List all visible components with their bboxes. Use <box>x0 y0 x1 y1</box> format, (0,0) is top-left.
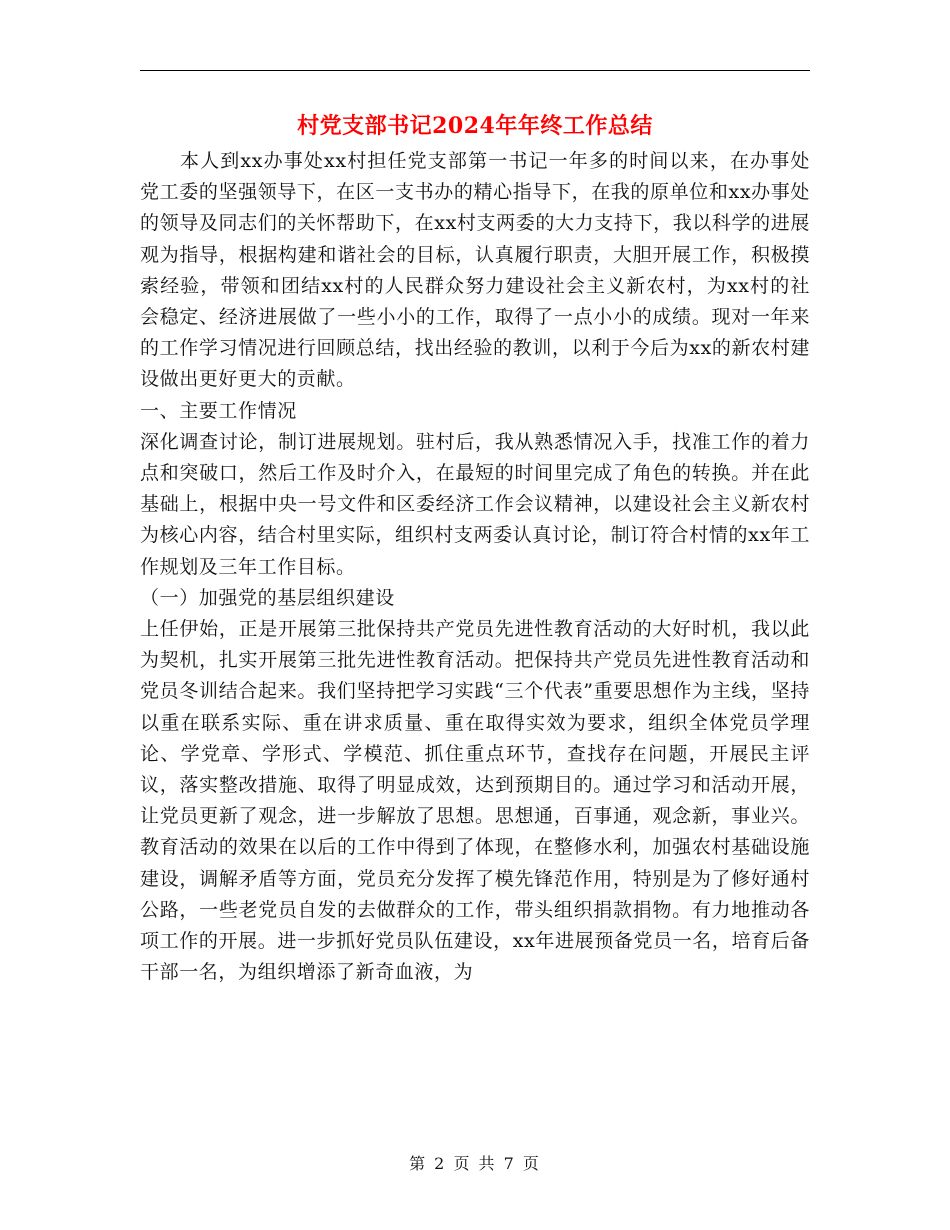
body-paragraph: 深化调查讨论，制订进展规划。驻村后，我从熟悉情况入手，找准工作的着力点和突破口，然后工作及时介入，在最短的时间里完成了角色的转换。并在此基础上，根据中央一号文件和区委经济工作会议精神，以建设社会主义新农村为核心内容，结合村里实际，组织村支两委认真讨论，制订符合村情的xx年工作规划及三年工作目标。 <box>140 430 810 578</box>
page-number: 第 2 页 共 7 页 <box>409 1154 541 1173</box>
document-body <box>140 146 810 988</box>
body-paragraph: 上任伊始，正是开展第三批保持共产党员先进性教育活动的大好时机，我以此为契机，扎实开展第三批先进性教育活动。把保持共产党员先进性教育活动和党员冬训结合起来。我们坚持把学习实践“三个代表”重要思想作为主线，坚持以重在联系实际、重在讲求质量、重在取得实效为要求，组织全体党员学理论、学党章、学形式、学模范、抓住重点环节，查找存在问题，开展民主评议，落实整改措施、取得了明显成效，达到预期目的。通过学习和活动开展，让党员更新了观念，进一步解放了思想。思想通，百事通，观念新，事业兴。教育活动的效果在以后的工作中得到了体现，在整修水利，加强农村基础设施建设，调解矛盾等方面，党员充分发挥了模先锋范作用，特别是为了修好通村公路，一些老党员自发的去做群众的工作，带头组织捐款捐物。有力地推动各项工作的开展。进一步抓好党员队伍建设，xx年进展预备党员一名，培育后备干部一名，为组织增添了新奇血液，为 <box>140 618 810 984</box>
subsection-heading: （一）加强党的基层组织建设 <box>140 586 395 609</box>
section-heading: 一、主要工作情况 <box>140 399 297 422</box>
document-title: 村党支部书记2024年年终工作总结 <box>297 113 653 139</box>
intro-paragraph: 本人到xx办事处xx村担任党支部第一书记一年多的时间以来，在办事处党工委的坚强领导下，在区一支书办的精心指导下，在我的原单位和xx办事处的领导及同志们的关怀帮助下，在xx村支两委的大力支持下，我以科学的进展观为指导，根据构建和谐社会的目标，认真履行职责，大胆开展工作，积极摸索经验，带领和团结xx村的人民群众努力建设社会主义新农村，为xx村的社会稳定、经济进展做了一些小小的工作，取得了一点小小的成绩。现对一年来的工作学习情况进行回顾总结，找出经验的教训，以利于今后为xx的新农村建设做出更好更大的贡献。 <box>140 150 810 391</box>
header-rule <box>140 70 810 71</box>
